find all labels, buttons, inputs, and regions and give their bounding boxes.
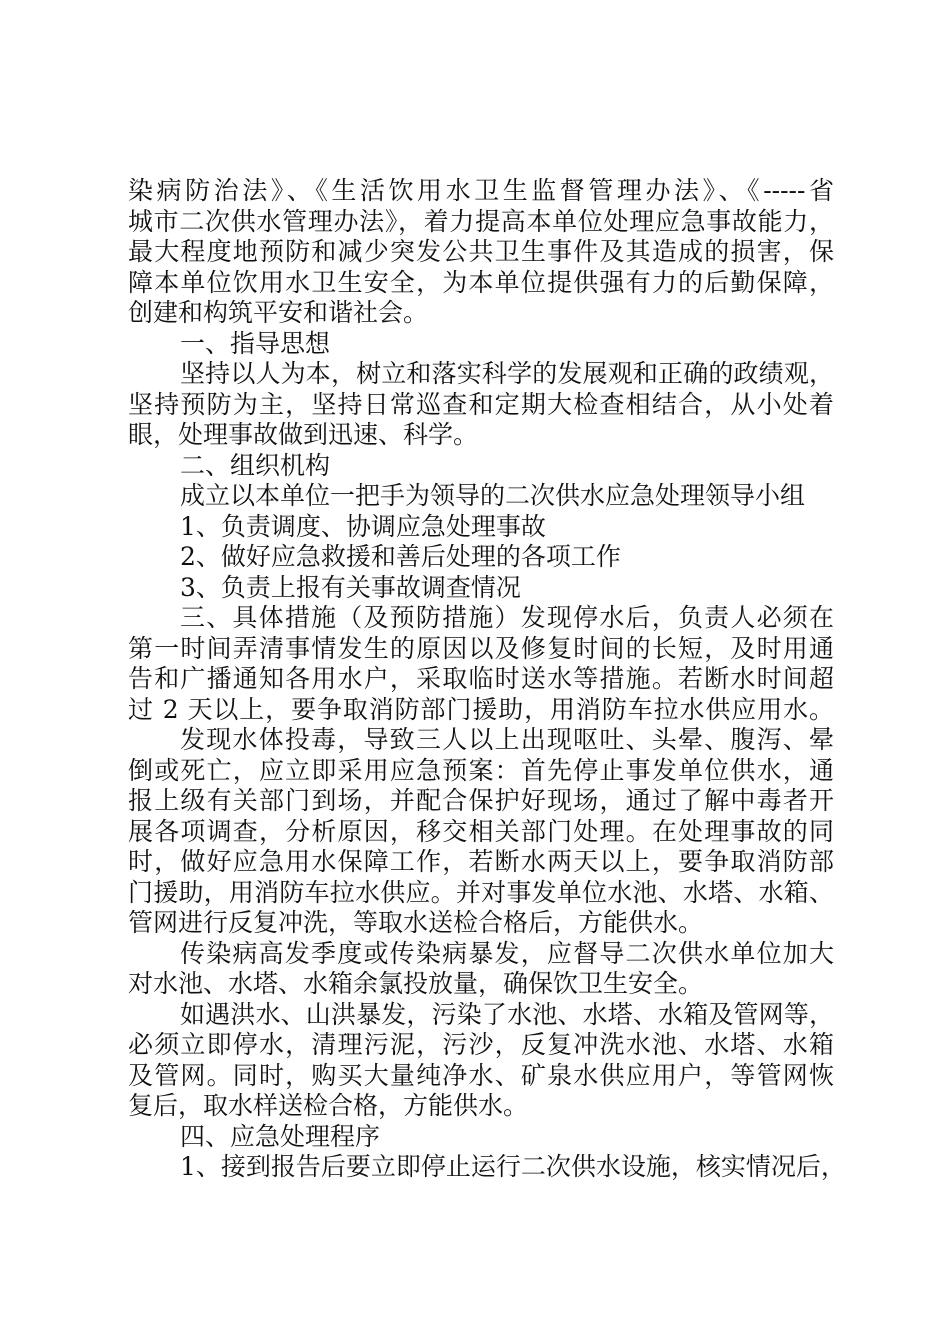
text-line: 复后，取水样送检合格，方能供水。 <box>128 1091 529 1120</box>
text-line: 四、应急处理程序 <box>180 1121 381 1151</box>
text-line: 最大程度地预防和减少突发公共卫生事件及其造成的损害，保 <box>128 237 834 266</box>
text-line: 如遇洪水、山洪暴发，污染了水池、水塔、水箱及管网等， <box>180 999 834 1029</box>
text-line: 第一时间弄清事情发生的原因以及修复时间的长短，及时用通 <box>128 633 834 663</box>
text-line: 1、负责调度、协调应急处理事故 <box>180 511 546 541</box>
text-line: 坚持预防为主，坚持日常巡查和定期大检查相结合，从小处着 <box>128 389 834 419</box>
text-line: 倒或死亡，应立即采用应急预案：首先停止事发单位供水，通 <box>128 755 834 785</box>
text-line: 报上级有关部门到场，并配合保护好现场，通过了解中毒者开 <box>128 786 834 815</box>
text-line: 2、做好应急救援和善后处理的各项工作 <box>180 542 621 571</box>
text-line: 二、组织机构 <box>180 450 331 480</box>
text-line: 必须立即停水，清理污泥，污沙，反复冲洗水池、水塔、水箱 <box>128 1030 834 1059</box>
text-line: 眼，处理事故做到迅速、科学。 <box>128 420 479 449</box>
text-line: 创建和构筑平安和谐社会。 <box>128 298 429 327</box>
text-line: 3、负责上报有关事故调查情况 <box>180 572 521 602</box>
text-line: 1、接到报告后要立即停止运行二次供水设施，核实情况后， <box>180 1152 846 1181</box>
text-line: 管网进行反复冲洗，等取水送检合格后，方能供水。 <box>128 908 704 937</box>
text-line: 对水池、水塔、水箱余氯投放量，确保饮卫生安全。 <box>128 969 704 998</box>
text-line: 门援助，用消防车拉水供应。并对事发单位水池、水塔、水箱、 <box>128 877 834 907</box>
text-line: 一、指导思想 <box>180 328 331 358</box>
text-line: 发现水体投毒，导致三人以上出现呕吐、头晕、腹泻、晕 <box>180 725 834 754</box>
text-line: 三、具体措施（及预防措施）发现停水后，负责人必须在 <box>180 603 834 632</box>
text-line: 坚持以人为本，树立和落实科学的发展观和正确的政绩观， <box>180 359 834 388</box>
text-line: 时，做好应急用水保障工作，若断水两天以上，要争取消防部 <box>128 847 834 876</box>
text-line: 城市二次供水管理办法》，着力提高本单位处理应急事故能力， <box>128 206 834 236</box>
text-line: 成立以本单位一把手为领导的二次供水应急处理领导小组 <box>180 481 806 510</box>
text-line: 过 2 天以上，要争取消防部门援助，用消防车拉水供应用水。 <box>128 694 834 724</box>
text-line: 及管网。同时，购买大量纯净水、矿泉水供应用户，等管网恢 <box>128 1060 834 1090</box>
text-line: 告和广播通知各用水户，采取临时送水等措施。若断水时间超 <box>128 664 834 693</box>
document-page <box>128 176 846 1183</box>
text-line: 染病防治法》、《生活饮用水卫生监督管理办法》、《-----省 <box>128 176 834 205</box>
text-line: 传染病高发季度或传染病暴发，应督导二次供水单位加大 <box>180 938 834 968</box>
text-line: 障本单位饮用水卫生安全，为本单位提供强有力的后勤保障， <box>128 267 834 297</box>
text-line: 展各项调查，分析原因，移交相关部门处理。在处理事故的同 <box>128 816 834 846</box>
